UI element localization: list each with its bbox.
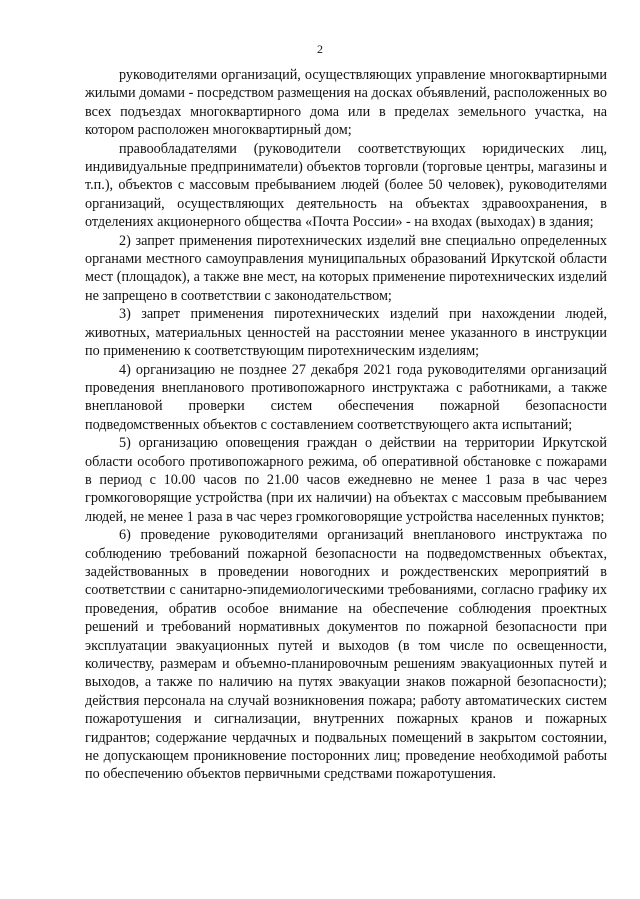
paragraph-item-3: 3) запрет применения пиротехнических изделий при нахождении людей, животных, материальных ценностей на расстоянии менее указанного в инструкции по применению к соответствующим пиротехническим изделиям; <box>85 306 607 360</box>
document-body <box>85 66 607 784</box>
paragraph-item-2: 2) запрет применения пиротехнических изделий вне специально определенных органами местного самоуправления муниципальных образований Иркутской области мест (площадок), а также вне мест, на которых применение пиротехнических изделий не запрещено в соответствии с законодательством; <box>85 232 607 304</box>
page-number: 2 <box>317 42 323 56</box>
paragraph-item-4: 4) организацию не позднее 27 декабря 2021 года руководителями организаций проведения внепланового противопожарного инструктажа с работниками, а также внеплановой проверки систем обеспечения пожарной безопасности подведомственных объектов с составлением соответствующего акта испытаний; <box>85 361 607 433</box>
paragraph-right-holders: правообладателями (руководители соответствующих юридических лиц, индивидуальные предприниматели) объектов торговли (торговые центры, магазины и т.п.), объектов с массовым пребыванием людей (более 50 человек), руководителями организаций, осуществляющих деятельность на объектах здравоохранения, в отделениях акционерного общества «Почта России» - на входах (выходах) в здания; <box>85 140 607 231</box>
paragraph-item-5: 5) организацию оповещения граждан о действии на территории Иркутской области особого противопожарного режима, об оперативной обстановке с пожарами в период с 10.00 часов по 21.00 часов ежедневно не менее 1 раза в час через громкоговорящие устройства (при их наличии) на объектах с массовым пребыванием людей, не менее 1 раза в час через громкоговорящие устройства населенных пунктов; <box>85 435 607 525</box>
paragraph-item-6: 6) проведение руководителями организаций внепланового инструктажа по соблюдению требований пожарной безопасности на подведомственных объектах, задействованных в проведении новогодних и рождественских мероприятий в соответствии с санитарно-эпидемиологическими требованиями, согласно графику их проведения, обратив особое внимание на обеспечение соблюдения проектных решений и требований нормативных документов по пожарной безопасности при эксплуатации эвакуационных путей и выходов (в том числе по освещенности, количеству, размерам и объемно-планировочным решениям эвакуационных путей и выходов, а также по наличию на путях эвакуации знаков пожарной безопасности); действия персонала на случай возникновения пожара; работу автоматических систем пожаротушения и сигнализации, внутренних пожарных кранов и пожарных гидрантов; содержание чердачных и подвальных помещений в закрытом состоянии, не допускающем проникновение посторонних лиц; проведение необходимой работы по обеспечению объектов первичными средствами пожаротушения. <box>85 527 607 783</box>
paragraph-building-managers: руководителями организаций, осуществляющих управление многоквартирными жилыми домами - посредством размещения на досках объявлений, расположенных во всех подъездах многоквартирного дома или в пределах земельного участка, на котором расположен многоквартирный дом; <box>85 67 607 139</box>
